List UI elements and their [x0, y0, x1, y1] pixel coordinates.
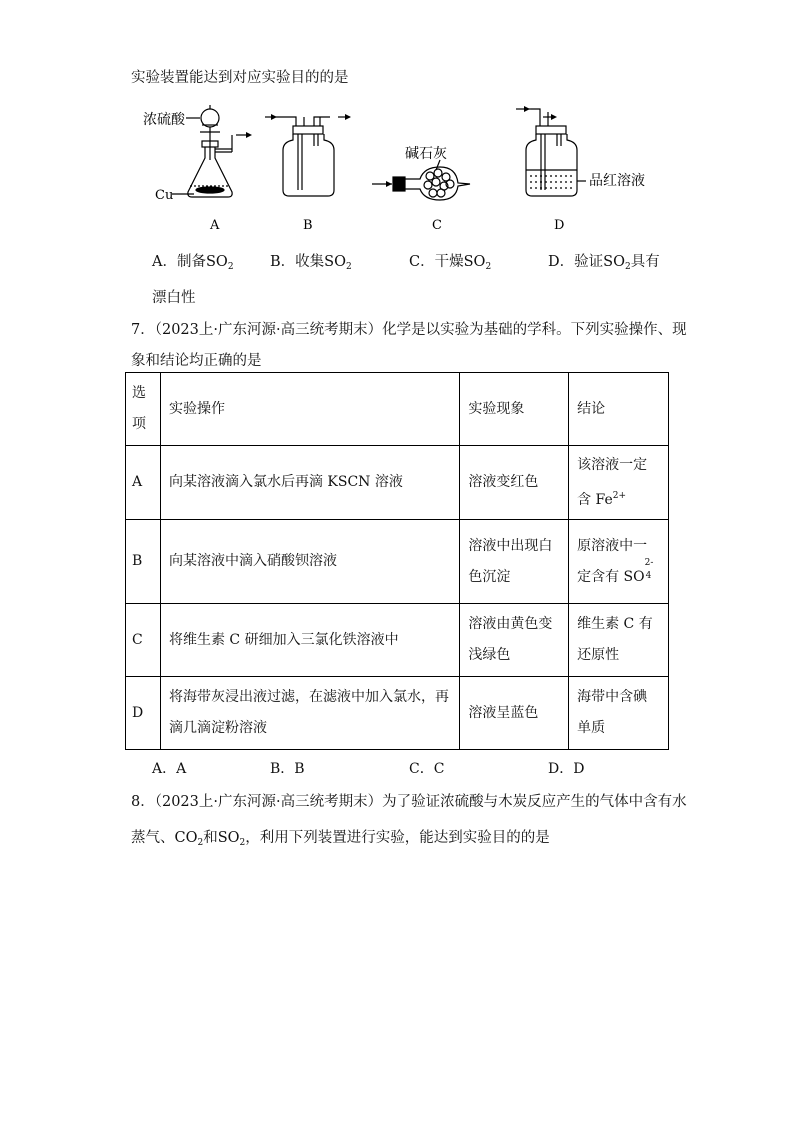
q7-stem-line1: 7．（2023上·广东河源·高三统考期末）化学是以实验为基础的学科。下列实验操作、现: [131, 322, 687, 338]
header-operation: 实验操作: [160, 373, 459, 446]
header-phenomenon: 实验现象: [460, 373, 569, 446]
label-lime: 碱石灰: [405, 146, 447, 162]
label-acid: 浓硫酸: [143, 112, 185, 128]
table-row: B 向某溶液中滴入硝酸钡溶液 溶液中出现白 色沉淀 原溶液中一 定含有 SO 2- 4: [126, 520, 669, 604]
q8-stem-line2: 蒸气、$CO_2$和$SO_2$，利用下列装置进行实验，能达到实验目的的是: [131, 830, 550, 848]
q6-option-d[interactable]: D．验证$SO_2$具有: [548, 254, 660, 272]
label-cu: Cu: [155, 188, 174, 203]
q7-choice-d[interactable]: D．D: [548, 761, 585, 777]
header-option: 选 项: [126, 373, 161, 446]
q7-table: [125, 372, 669, 750]
intro-text: 实验装置能达到对应实验目的的是: [131, 70, 349, 86]
table-row: C 将维生素 C 研细加入三氯化铁溶液中 溶液由黄色变 浅绿色 维生素 C 有 还原性: [126, 604, 669, 677]
letter-c: C: [432, 218, 442, 233]
q6-option-d-cont: 漂白性: [152, 290, 196, 306]
table-row: A 向某溶液滴入氯水后再滴 KSCN 溶液 溶液变红色 该溶液一定 含 $Fe^{2+}$: [126, 446, 669, 520]
q7-choice-c[interactable]: C．C: [409, 761, 445, 777]
q6-option-b[interactable]: B．收集$SO_2$: [270, 254, 352, 272]
label-dye: 品红溶液: [589, 173, 645, 189]
q6-option-a[interactable]: A．制备$SO_2$: [152, 254, 234, 272]
bottle-b: [265, 117, 350, 196]
q8-stem-line1: 8．（2023上·广东河源·高三统考期末）为了验证浓硫酸与木炭反应产生的气体中含有水: [131, 794, 687, 810]
q7-stem-line2: 象和结论均正确的是: [131, 353, 262, 369]
header-conclusion: 结论: [569, 373, 669, 446]
letter-d: D: [554, 218, 565, 233]
letter-a: A: [210, 218, 220, 233]
table-row: D 将海带灰浸出液过滤，在滤液中加入氯水，再 滴几滴淀粉溶液 溶液呈蓝色 海带中含碘 单质: [126, 677, 669, 750]
q7-choice-b[interactable]: B．B: [270, 761, 305, 777]
apparatus-diagram: [0, 95, 794, 345]
bottle-d: [516, 109, 586, 196]
letter-b: B: [303, 218, 313, 233]
q7-choice-a[interactable]: A．A: [152, 761, 187, 777]
table-header: [126, 373, 669, 446]
drying-tube-c: [372, 160, 470, 200]
q6-option-c[interactable]: C．干燥$SO_2$: [409, 254, 492, 272]
